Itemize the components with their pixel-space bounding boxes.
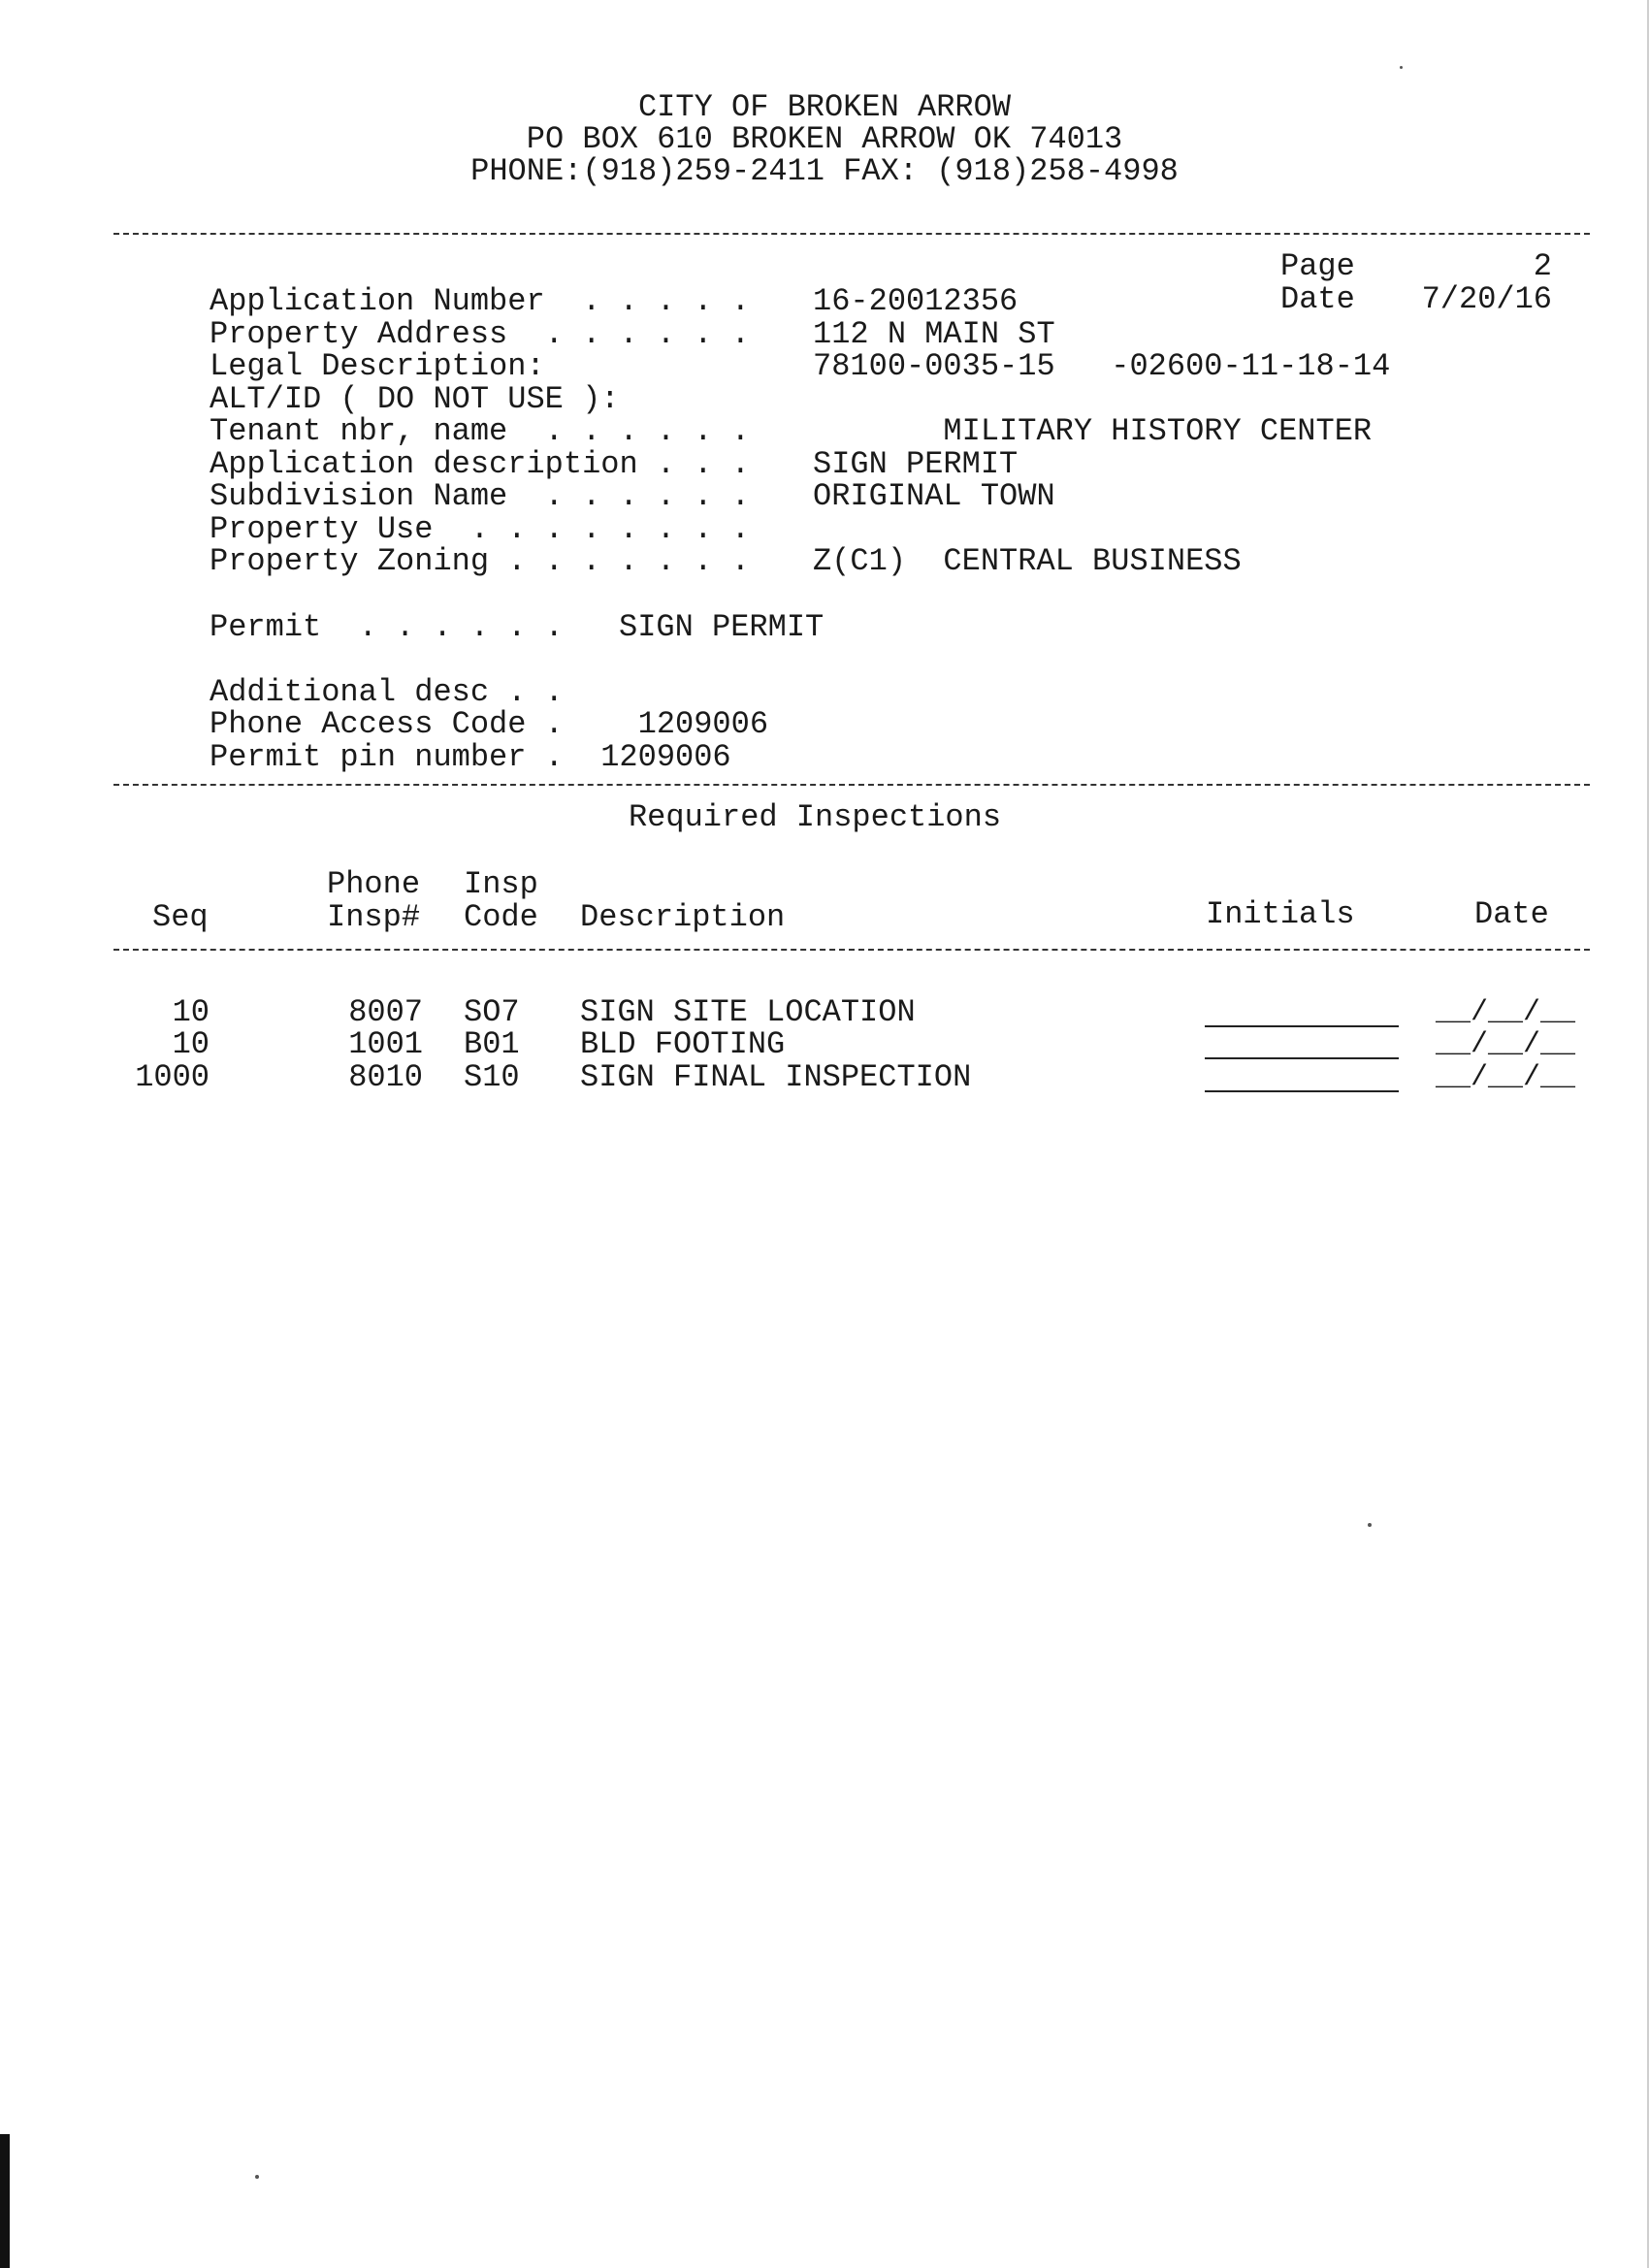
header-date: Date [1474,896,1549,932]
row-insp-code: SO7 [464,994,520,1030]
header-line-2: PO BOX 610 BROKEN ARROW OK 74013 [526,121,1123,157]
field-label: Legal Description: [210,348,545,384]
row-seq: 10 [172,1026,210,1062]
scan-speck [1400,66,1403,69]
field-label: Application description . . . [210,446,750,482]
scan-edge-bottom [0,2134,10,2268]
row-phone-insp: 1001 [348,1026,423,1062]
field-value: Z(C1) CENTRAL BUSINESS [813,543,1242,579]
initials-blank [1205,1090,1399,1092]
header-description: Description [580,899,786,935]
phone-access-code-label: Phone Access Code . [210,706,564,742]
date-blank: __/__/__ [1436,996,1576,1029]
permit-value: SIGN PERMIT [619,609,824,645]
field-label: Property Use . . . . . . . . [210,511,750,547]
header-initials: Initials [1206,896,1355,932]
divider-middle [113,784,1590,786]
field-value: ORIGINAL TOWN [813,478,1055,514]
field-label: Application Number . . . . . [210,283,750,319]
row-seq: 10 [172,994,210,1030]
field-value: MILITARY HISTORY CENTER [813,413,1373,449]
row-description: BLD FOOTING [580,1026,786,1062]
date-value: 7/20/16 [1421,281,1552,317]
row-description: SIGN FINAL INSPECTION [580,1059,972,1095]
date-blank: __/__/__ [1436,1028,1576,1061]
phone-access-code-value: 1209006 [582,706,769,742]
additional-desc-label: Additional desc . . [210,674,564,710]
permit-pin-value: 1209006 [582,739,731,775]
header-line-1: CITY OF BROKEN ARROW [637,89,1012,125]
field-value: 16-20012356 [813,283,1018,319]
header-insp-number: Insp# [327,899,421,935]
header-code: Code [464,899,538,935]
scan-speck [1368,1523,1372,1527]
page-label: Page [1280,248,1355,284]
divider-top [113,233,1590,235]
date-label: Date [1280,281,1355,317]
header-insp: Insp [464,866,538,902]
permit-label: Permit . . . . . . [210,609,564,645]
permit-pin-label: Permit pin number . [210,739,564,775]
field-label: Property Zoning . . . . . . . [210,543,750,579]
row-insp-code: S10 [464,1059,520,1095]
row-insp-code: B01 [464,1026,520,1062]
scan-speck [255,2175,259,2179]
field-value: 78100-0035-15 -02600-11-18-14 [813,348,1391,384]
divider-header [113,949,1590,951]
header-seq: Seq [152,899,209,935]
row-description: SIGN SITE LOCATION [580,994,916,1030]
inspections-title: Required Inspections [628,799,1002,835]
field-label: Property Address . . . . . . [210,316,750,352]
field-label: Tenant nbr, name . . . . . . [210,413,750,449]
date-blank: __/__/__ [1436,1061,1576,1094]
header-phone: Phone [327,866,421,902]
field-value: 112 N MAIN ST [813,316,1055,352]
initials-blank [1205,1057,1399,1059]
field-label: Subdivision Name . . . . . . [210,478,750,514]
row-phone-insp: 8007 [348,994,423,1030]
page-number: 2 [1533,248,1552,284]
header-line-3: PHONE:(918)259-2411 FAX: (918)258-4998 [470,153,1179,189]
initials-blank [1205,1025,1399,1027]
row-seq: 1000 [135,1059,210,1095]
row-phone-insp: 8010 [348,1059,423,1095]
field-value: SIGN PERMIT [813,446,1018,482]
field-label: ALT/ID ( DO NOT USE ): [210,381,620,417]
